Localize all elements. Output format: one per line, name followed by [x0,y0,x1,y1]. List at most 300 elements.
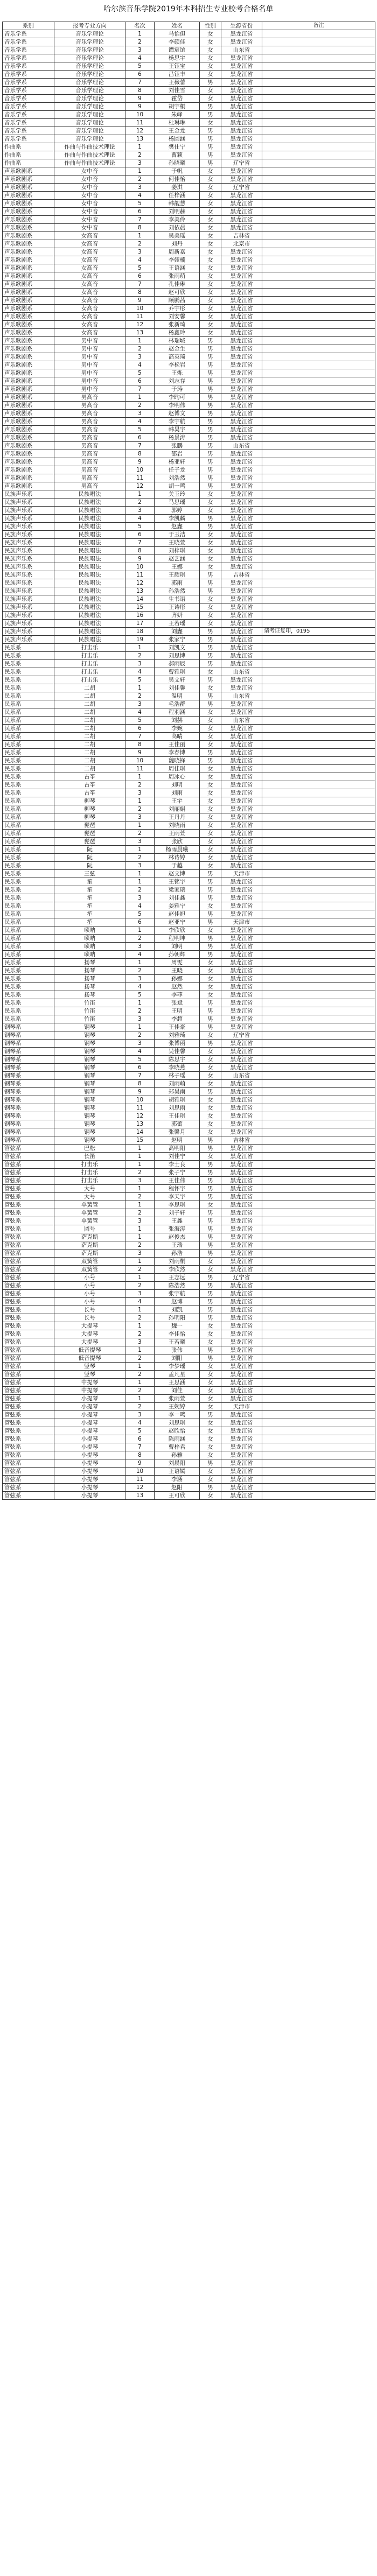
gender-cell: 女 [200,1072,221,1080]
department-cell: 声乐歌剧系 [3,232,54,240]
remark-cell [262,426,375,434]
remark-cell [262,644,375,652]
province-cell: 黑龙江省 [221,30,262,38]
name-cell: 胡雅琪 [155,1096,200,1104]
department-cell: 声乐歌剧系 [3,458,54,466]
remark-cell [262,248,375,256]
department-cell: 管弦系 [3,1468,54,1476]
department-cell: 管弦系 [3,1282,54,1290]
name-cell: 高明阳 [155,1145,200,1153]
department-cell: 民族声乐系 [3,587,54,595]
remark-cell [262,1451,375,1459]
rank-cell: 7 [125,1072,155,1080]
major-cell: 二胡 [54,684,125,692]
province-cell: 黑龙江省 [221,1209,262,1217]
table-row [3,305,375,313]
province-cell: 黑龙江省 [221,1112,262,1120]
province-cell: 黑龙江省 [221,54,262,62]
gender-cell: 男 [200,1298,221,1306]
major-cell: 小提琴 [54,1435,125,1443]
table-row [3,878,375,886]
province-cell: 黑龙江省 [221,652,262,660]
remark-cell [262,1072,375,1080]
rank-cell: 9 [125,458,155,466]
name-cell: 李思琪 [155,1201,200,1209]
gender-cell: 男 [200,474,221,482]
major-cell: 竹笛 [54,1007,125,1015]
department-cell: 管弦系 [3,1266,54,1274]
province-cell: 黑龙江省 [221,765,262,773]
gender-cell: 男 [200,676,221,684]
name-cell: 刘志存 [155,377,200,385]
major-cell: 笙 [54,878,125,886]
table-row [3,579,375,587]
department-cell: 声乐歌剧系 [3,442,54,450]
remark-cell [262,595,375,603]
name-cell: 刘佳鑫 [155,894,200,902]
rank-cell: 6 [125,918,155,926]
province-cell: 黑龙江省 [221,280,262,289]
name-cell: 于玉洁 [155,531,200,539]
department-cell: 民乐系 [3,862,54,870]
name-cell: 刘阳 [155,1354,200,1363]
name-cell: 陈思宇 [155,1056,200,1064]
gender-cell: 男 [200,1040,221,1048]
remark-cell [262,369,375,377]
remark-cell [262,668,375,676]
province-cell: 黑龙江省 [221,805,262,813]
province-cell: 黑龙江省 [221,725,262,733]
major-cell: 音乐学理论 [54,38,125,46]
name-cell: 周佳琪 [155,765,200,773]
column-header: 性别 [200,22,221,30]
rank-cell: 1 [125,870,155,878]
department-cell: 民乐系 [3,741,54,749]
gender-cell: 女 [200,264,221,272]
department-cell: 钢琴系 [3,1136,54,1145]
rank-cell: 1 [125,337,155,345]
remark-cell [262,151,375,159]
rank-cell: 1 [125,490,155,499]
major-cell: 民族唱法 [54,603,125,612]
name-cell: 刘梓琪 [155,547,200,555]
remark-cell [262,176,375,184]
major-cell: 笙 [54,894,125,902]
major-cell: 民族唱法 [54,490,125,499]
remark-cell [262,71,375,79]
gender-cell: 男 [200,1225,221,1233]
gender-cell: 男 [200,1145,221,1153]
province-cell: 黑龙江省 [221,176,262,184]
name-cell: 任梓涵 [155,192,200,200]
rank-cell: 4 [125,361,155,369]
rank-cell: 5 [125,1427,155,1435]
remark-cell [262,902,375,910]
gender-cell: 男 [200,579,221,587]
rank-cell: 7 [125,442,155,450]
province-cell: 黑龙江省 [221,1395,262,1403]
rank-cell: 3 [125,943,155,951]
table-row [3,224,375,232]
name-cell: 李明伟 [155,402,200,410]
remark-cell [262,79,375,87]
rank-cell: 1 [125,1395,155,1403]
department-cell: 管弦系 [3,1476,54,1484]
remark-cell [262,450,375,458]
rank-cell: 2 [125,176,155,184]
gender-cell: 男 [200,1250,221,1258]
gender-cell: 女 [200,1443,221,1451]
table-row [3,870,375,878]
gender-cell: 女 [200,38,221,46]
name-cell: 刘雅琦 [155,1031,200,1040]
name-cell: 刘雨萌 [155,1080,200,1088]
rank-cell: 1 [125,1161,155,1169]
name-cell: 李欣然 [155,1266,200,1274]
gender-cell: 男 [200,1314,221,1322]
rank-cell: 2 [125,1241,155,1250]
remark-cell [262,854,375,862]
province-cell: 黑龙江省 [221,708,262,717]
province-cell: 黑龙江省 [221,1290,262,1298]
name-cell: 吴美瑶 [155,232,200,240]
major-cell: 男中音 [54,385,125,394]
department-cell: 声乐歌剧系 [3,216,54,224]
name-cell: 齐妍 [155,612,200,620]
gender-cell: 女 [200,603,221,612]
major-cell: 钢琴 [54,1096,125,1104]
table-row [3,103,375,111]
remark-cell [262,1282,375,1290]
department-cell: 声乐歌剧系 [3,426,54,434]
table-row [3,943,375,951]
rank-cell: 2 [125,38,155,46]
name-cell: 孙晓曦 [155,159,200,167]
name-cell: 王雨萱 [155,830,200,838]
province-cell: 黑龙江省 [221,1354,262,1363]
rank-cell: 1 [125,1225,155,1233]
major-cell: 扬琴 [54,959,125,967]
remark-cell [262,1031,375,1040]
major-cell: 男高音 [54,434,125,442]
major-cell: 萨克斯 [54,1250,125,1258]
name-cell: 张斌 [155,999,200,1007]
major-cell: 唢呐 [54,943,125,951]
rank-cell: 3 [125,862,155,870]
gender-cell: 女 [200,797,221,805]
department-cell: 管弦系 [3,1298,54,1306]
name-cell: 张馨月 [155,1128,200,1136]
major-cell: 音乐学理论 [54,103,125,111]
department-cell: 民乐系 [3,935,54,943]
table-row [3,644,375,652]
remark-cell [262,232,375,240]
rank-cell: 2 [125,1209,155,1217]
table-row [3,329,375,337]
table-row [3,1209,375,1217]
name-cell: 张伟 [155,1346,200,1354]
department-cell: 声乐歌剧系 [3,208,54,216]
major-cell: 女中音 [54,200,125,208]
name-cell: 张海涛 [155,1225,200,1233]
remark-cell [262,959,375,967]
major-cell: 男中音 [54,337,125,345]
province-cell: 黑龙江省 [221,684,262,692]
rank-cell: 9 [125,555,155,563]
remark-cell [262,87,375,95]
major-cell: 民族唱法 [54,636,125,644]
remark-cell [262,1007,375,1015]
name-cell: 顾鹏茜 [155,297,200,305]
column-header: 名次 [125,22,155,30]
major-cell: 二胡 [54,700,125,708]
remark-cell [262,1363,375,1371]
gender-cell: 男 [200,636,221,644]
department-cell: 民乐系 [3,692,54,700]
province-cell: 黑龙江省 [221,256,262,264]
province-cell: 黑龙江省 [221,854,262,862]
department-cell: 钢琴系 [3,1031,54,1040]
department-cell: 音乐学系 [3,54,54,62]
remark-cell [262,910,375,918]
table-row [3,507,375,515]
major-cell: 男高音 [54,394,125,402]
name-cell: 韩靓慧 [155,200,200,208]
table-row [3,119,375,127]
rank-cell: 2 [125,151,155,159]
rank-cell: 11 [125,474,155,482]
gender-cell: 男 [200,1015,221,1023]
name-cell: 赵可欣 [155,289,200,297]
table-row [3,1387,375,1395]
column-header: 备注 [262,22,375,30]
remark-cell [262,1136,375,1145]
province-cell: 黑龙江省 [221,741,262,749]
department-cell: 管弦系 [3,1201,54,1209]
remark-cell [262,1161,375,1169]
rank-cell: 2 [125,935,155,943]
department-cell: 钢琴系 [3,1048,54,1056]
table-row [3,555,375,563]
remark-cell [262,208,375,216]
major-cell: 双簧管 [54,1258,125,1266]
rank-cell: 3 [125,46,155,54]
major-cell: 钢琴 [54,1040,125,1048]
province-cell: 黑龙江省 [221,385,262,394]
table-row [3,1459,375,1468]
province-cell: 黑龙江省 [221,1419,262,1427]
province-cell: 黑龙江省 [221,111,262,119]
rank-cell: 8 [125,1451,155,1459]
name-cell: 孙娜 [155,975,200,983]
name-cell: 王诗彤 [155,603,200,612]
table-row [3,797,375,805]
table-row [3,1484,375,1492]
department-cell: 声乐歌剧系 [3,361,54,369]
department-cell: 管弦系 [3,1258,54,1266]
gender-cell: 男 [200,1217,221,1225]
table-row [3,1064,375,1072]
remark-cell [262,1241,375,1250]
province-cell: 黑龙江省 [221,1048,262,1056]
rank-cell: 10 [125,757,155,765]
table-row [3,442,375,450]
major-cell: 男中音 [54,377,125,385]
department-cell: 音乐学系 [3,95,54,103]
table-row [3,208,375,216]
table-row [3,297,375,305]
rank-cell: 4 [125,256,155,264]
table-row [3,1153,375,1161]
rank-cell: 10 [125,466,155,474]
province-cell: 黑龙江省 [221,167,262,176]
major-cell: 民族唱法 [54,523,125,531]
remark-cell [262,46,375,54]
rank-cell: 5 [125,523,155,531]
major-cell: 打击乐 [54,644,125,652]
department-cell: 民族声乐系 [3,555,54,563]
gender-cell: 女 [200,547,221,555]
name-cell: 孙明阳 [155,1314,200,1322]
remark-cell [262,240,375,248]
name-cell: 赵然 [155,983,200,991]
table-row [3,1379,375,1387]
table-row [3,991,375,999]
department-cell: 民族声乐系 [3,628,54,636]
rank-cell: 2 [125,886,155,894]
major-cell: 女高音 [54,232,125,240]
remark-cell [262,1371,375,1379]
rank-cell: 14 [125,595,155,603]
name-cell: 乔宇彤 [155,305,200,313]
name-cell: 王丹丹 [155,813,200,822]
province-cell: 黑龙江省 [221,1314,262,1322]
major-cell: 古筝 [54,781,125,789]
rank-cell: 5 [125,910,155,918]
department-cell: 民乐系 [3,878,54,886]
gender-cell: 女 [200,248,221,256]
table-row [3,38,375,46]
name-cell: 王佳琪 [155,1112,200,1120]
name-cell: 王娜 [155,563,200,571]
major-cell: 大提琴 [54,1338,125,1346]
gender-cell: 女 [200,499,221,507]
major-cell: 低音提琴 [54,1354,125,1363]
department-cell: 音乐学系 [3,62,54,71]
name-cell: 张博函 [155,1040,200,1048]
province-cell: 黑龙江省 [221,967,262,975]
major-cell: 小提琴 [54,1443,125,1451]
major-cell: 小号 [54,1298,125,1306]
province-cell: 黑龙江省 [221,894,262,902]
province-cell: 黑龙江省 [221,87,262,95]
rank-cell: 3 [125,1338,155,1346]
gender-cell: 女 [200,1201,221,1209]
rank-cell: 8 [125,289,155,297]
name-cell: 王宇 [155,797,200,805]
remark-cell [262,394,375,402]
province-cell: 黑龙江省 [221,1363,262,1371]
province-cell: 黑龙江省 [221,1201,262,1209]
remark-cell [262,991,375,999]
province-cell: 黑龙江省 [221,975,262,983]
name-cell: 马思瑶 [155,499,200,507]
name-cell: 霍岱 [155,95,200,103]
major-cell: 阮 [54,854,125,862]
major-cell: 阮 [54,846,125,854]
name-cell: 邵岩 [155,450,200,458]
rank-cell: 13 [125,1492,155,1500]
rank-cell: 13 [125,329,155,337]
name-cell: 李佳怡 [155,1330,200,1338]
remark-cell [262,1048,375,1056]
remark-cell [262,951,375,959]
table-row [3,410,375,418]
department-cell: 钢琴系 [3,1120,54,1128]
department-cell: 声乐歌剧系 [3,272,54,280]
table-row [3,264,375,272]
province-cell: 黑龙江省 [221,95,262,103]
gender-cell: 女 [200,1363,221,1371]
major-cell: 二胡 [54,725,125,733]
gender-cell: 女 [200,991,221,999]
gender-cell: 女 [200,1468,221,1476]
department-cell: 民族声乐系 [3,507,54,515]
rank-cell: 12 [125,1112,155,1120]
gender-cell: 女 [200,272,221,280]
department-cell: 声乐歌剧系 [3,167,54,176]
name-cell: 魏一 [155,1322,200,1330]
rank-cell: 4 [125,951,155,959]
province-cell: 黑龙江省 [221,361,262,369]
major-cell: 巴松 [54,1145,125,1153]
province-cell: 黑龙江省 [221,749,262,757]
name-cell: 赵博文 [155,410,200,418]
table-row [3,1015,375,1023]
rank-cell: 8 [125,224,155,232]
rank-cell: 1 [125,232,155,240]
gender-cell: 女 [200,1153,221,1161]
table-row [3,773,375,781]
major-cell: 女高音 [54,240,125,248]
gender-cell: 女 [200,184,221,192]
gender-cell: 男 [200,587,221,595]
remark-cell [262,289,375,297]
table-row [3,184,375,192]
province-cell: 黑龙江省 [221,208,262,216]
remark-cell [262,1201,375,1209]
gender-cell: 女 [200,1080,221,1088]
name-cell: 杨鑫玲 [155,329,200,337]
province-cell: 黑龙江省 [221,1145,262,1153]
column-header: 报考专业方向 [54,22,125,30]
major-cell: 钢琴 [54,1112,125,1120]
major-cell: 小提琴 [54,1419,125,1427]
major-cell: 音乐学理论 [54,71,125,79]
table-row [3,975,375,983]
gender-cell: 男 [200,394,221,402]
gender-cell: 女 [200,280,221,289]
province-cell: 黑龙江省 [221,192,262,200]
gender-cell: 女 [200,1492,221,1500]
gender-cell: 男 [200,385,221,394]
rank-cell: 1 [125,1258,155,1266]
major-cell: 女中音 [54,192,125,200]
major-cell: 男高音 [54,450,125,458]
major-cell: 民族唱法 [54,620,125,628]
remark-cell [262,297,375,305]
rank-cell: 4 [125,418,155,426]
